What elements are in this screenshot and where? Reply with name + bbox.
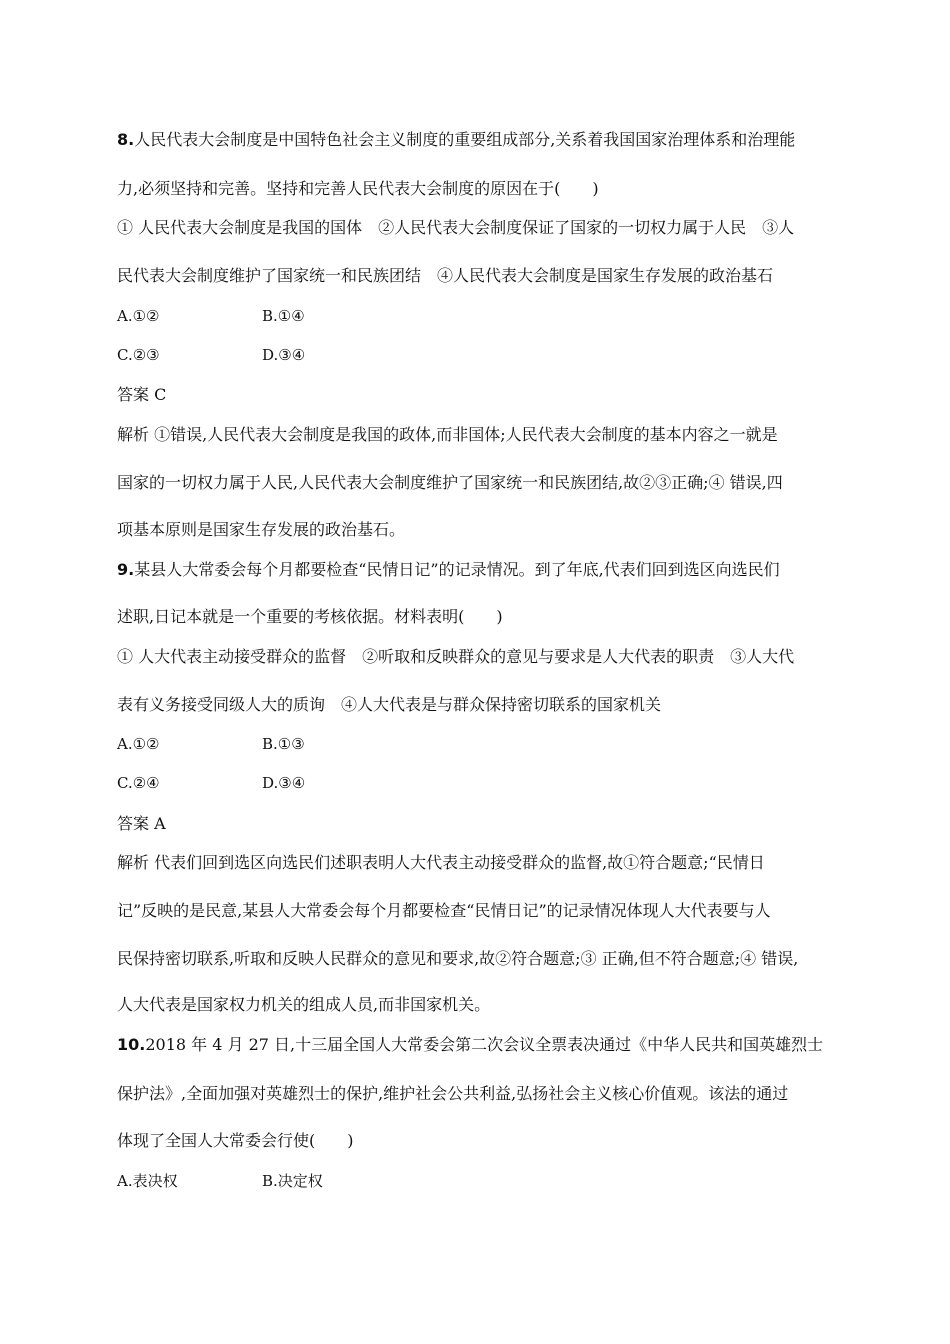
q9-stem-line-2: 述职,日记本就是一个重要的考核依据。材料表明( ) [117, 607, 503, 626]
q9-option-a: A.①② [117, 735, 160, 753]
q8-number: 8. [117, 130, 135, 149]
q8-choices-line-2: 民代表大会制度维护了国家统一和民族团结 ④人民代表大会制度是国家生存发展的政治基石 [117, 266, 774, 285]
q8-stem-text-1: 人民代表大会制度是中国特色社会主义制度的重要组成部分,关系着我国国家治理体系和治理能 [134, 130, 796, 149]
q8-analysis-line-2: 国家的一切权力属于人民,人民代表大会制度维护了国家统一和民族团结,故②③正确;④ 错误,四 [117, 473, 783, 492]
q10-number: 10. [117, 1035, 146, 1054]
q10-stem-line-2: 保护法》,全面加强对英雄烈士的保护,维护社会公共利益,弘扬社会主义核心价值观。该法的通过 [117, 1084, 789, 1103]
q9-option-c: C.②④ [117, 774, 160, 792]
q8-choices-line-1: ① 人民代表大会制度是我国的国体 ②人民代表大会制度保证了国家的一切权力属于人民 ③人 [117, 218, 795, 237]
q8-answer: 答案 C [117, 385, 167, 404]
q9-choices-line-2: 表有义务接受同级人大的质询 ④人大代表是与群众保持密切联系的国家机关 [117, 695, 662, 714]
q8-analysis-line-3: 项基本原则是国家生存发展的政治基石。 [117, 520, 406, 539]
q9-answer: 答案 A [117, 814, 166, 833]
q9-analysis-line-4: 人大代表是国家权力机关的组成人员,而非国家机关。 [117, 995, 491, 1014]
q9-option-d: D.③④ [262, 774, 306, 792]
q9-choices-line-1: ① 人大代表主动接受群众的监督 ②听取和反映群众的意见与要求是人大代表的职责 ③人大代 [117, 647, 795, 666]
q8-analysis-line-1: 解析 ①错误,人民代表大会制度是我国的政体,而非国体;人民代表大会制度的基本内容之一就是 [117, 425, 778, 444]
q9-analysis-line-2: 记”反映的是民意,某县人大常委会每个月都要检查“民情日记”的记录情况体现人大代表要与人 [117, 901, 771, 920]
q9-stem-line-1 [117, 559, 837, 581]
q10-stem-line-1 [117, 1034, 837, 1056]
q9-stem-text-1: 某县人大常委会每个月都要检查“民情日记”的记录情况。到了年底,代表们回到选区向选民们 [134, 560, 780, 579]
q8-option-a: A.①② [117, 307, 160, 325]
q10-stem-text-1: 2018 年 4 月 27 日,十三届全国人大常委会第二次会议全票表决通过《中华人民共和国英雄烈士 [145, 1035, 824, 1054]
q10-stem-line-3: 体现了全国人大常委会行使( ) [117, 1131, 354, 1150]
q9-analysis-line-1: 解析 代表们回到选区向选民们述职表明人大代表主动接受群众的监督,故①符合题意;“民情日 [117, 853, 765, 872]
q9-option-b: B.①③ [262, 735, 305, 753]
q10-option-b: B.决定权 [262, 1172, 323, 1190]
q10-option-a: A.表决权 [117, 1172, 178, 1190]
q8-option-d: D.③④ [262, 346, 306, 364]
q8-stem-line-1 [117, 129, 837, 151]
q9-number: 9. [117, 560, 135, 579]
q9-analysis-line-3: 民保持密切联系,听取和反映人民群众的意见和要求,故②符合题意;③ 正确,但不符合题意;④ 错误, [117, 949, 799, 968]
q8-option-c: C.②③ [117, 346, 160, 364]
q8-stem-line-2: 力,必须坚持和完善。坚持和完善人民代表大会制度的原因在于( ) [117, 179, 599, 198]
q8-option-b: B.①④ [262, 307, 305, 325]
